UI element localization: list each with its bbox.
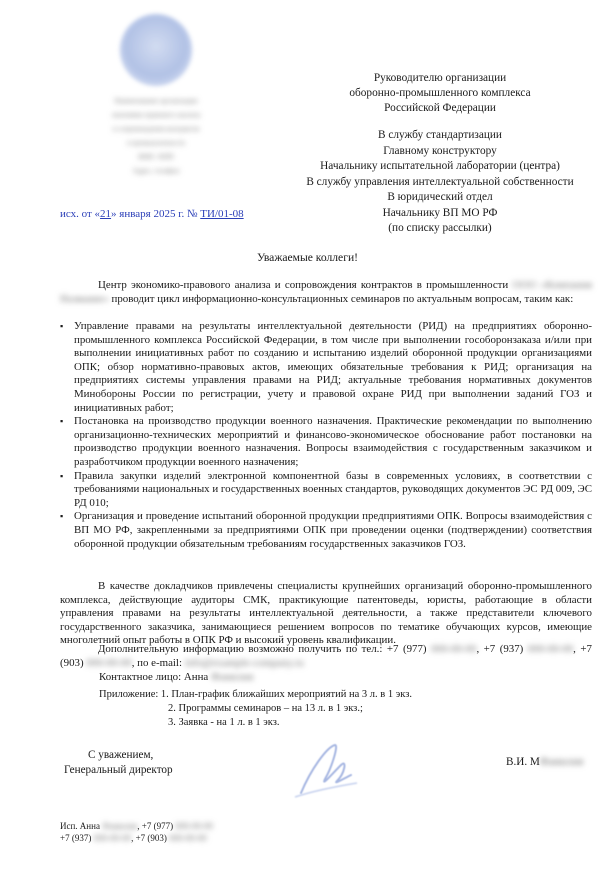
contacts-lead: Дополнительную информацию возможно получить по тел.: +7 (977) [98, 643, 427, 655]
department-line: Начальнику ВП МО РФ [382, 206, 498, 219]
outgoing-day: 21 [100, 208, 112, 220]
attachments [99, 688, 412, 730]
department-list [270, 128, 610, 237]
emblem-icon [120, 14, 192, 86]
outgoing-number: ТИ/01-08 [200, 208, 244, 220]
department-line: Главному конструктору [383, 144, 497, 157]
speakers-paragraph: В качестве докладчиков привлечены специалисты крупнейших организаций оборонно-промышленного комплекса, действующие аудиторы СМК, практикующие патентоведы, юристы, работающие в области управления правами на результаты интеллектуальной деятельности, а также представители ключевого государственного заказчика, занимающиеся решением вопросов по тематике обучающих курсов, имеющие многолетний опыт работы в ОПК РФ и высокий уровень квалификации. [60, 580, 592, 647]
contacts-sep: , +7 (903) [60, 643, 592, 669]
redacted-phone: 000-00-00 [93, 833, 132, 843]
regards: С уважением, [88, 749, 154, 761]
attachment-text: 1. План-график ближайших мероприятий на 3 л. в 1 экз. [160, 689, 412, 700]
list-item: ▪ Правила закупки изделий электронной компонентной базы в современных условиях, в соответствии с требованиями национальных и государственных военных стандартов, руководящих документов ЭС РД 009, ЭС РД 010; [60, 470, 592, 511]
attachment-item: 2. Программы семинаров – на 13 л. в 1 экз.; [168, 703, 363, 714]
redacted-phone: 000-00-00 [175, 821, 213, 831]
attachment-item [99, 688, 412, 702]
executor-phone-prefix: +7 (937) [60, 833, 92, 843]
list-item: ▪ Постановка на производство продукции военного назначения. Практические рекомендации по выполнению организационно-технических мероприятий и финансово-экономическое обоснование работ постановки на производство продукции военного назначения. Вопросы взаимодействия с государственным заказчиком и разработчиком продукции военного назначения; [60, 415, 592, 469]
outgoing-middle: » января 2025 г. № [111, 208, 201, 220]
department-line: В юридический отдел [387, 191, 493, 203]
signature-image [287, 735, 363, 807]
attachments-label: Приложение: [99, 689, 159, 700]
signer-position: Генеральный директор [64, 764, 173, 776]
contacts-sep: , +7 (937) [476, 643, 524, 655]
department-line: (по списку рассылки) [388, 222, 492, 234]
intro-end: проводит цикл информационно-консультационных семинаров по актуальным вопросам, таким как: [111, 292, 574, 305]
list-item: ▪ Организация и проведение испытаний оборонной продукции предприятиями ОПК. Вопросы взаимодействия с ВП МО РФ, закрепленными за предприятиями ОПК при проведении оценки (подтверждении) соответствия оборонной продукции обязательным требованиям государственных заказчиков ГОЗ. [60, 510, 592, 551]
list-item: ▪ Управление правами на результаты интеллектуальной деятельности (РИД) на предприятиях оборонно-промышленного комплекса Российской Федерации, в том числе при выполнении гособоронзаказа и/или при выполнении инициативных работ по созданию и испытанию изделий оборонной продукции организациями ОПК; обзор нормативно-правовых актов, имеющих обязательные требования к РИД; организация на предприятиях системы управления правами на РИД; актуальные требования нормативных документов Минобороны России по регистрации, учету и правовой охране РИД при выполнении заданий ГОЗ и инициативных работ; [60, 320, 592, 415]
letterhead-line: Адрес, телефон [132, 167, 180, 175]
email-label: , по e-mail: [131, 656, 182, 669]
intro-paragraph [60, 279, 592, 306]
redacted-surname: Фамилия [102, 821, 138, 831]
redacted-phone: 000-00-00 [527, 643, 574, 655]
outgoing-reference [60, 208, 244, 220]
letterhead-logo [90, 14, 222, 192]
executor-phone-prefix: , +7 (903) [131, 833, 167, 843]
outgoing-prefix: исх. от « [60, 208, 101, 220]
department-line: В службу управления интеллектуальной собственности [306, 175, 574, 188]
contact-person-label: Контактное лицо: Анна [99, 671, 209, 683]
signer-initials: В.И. М [506, 756, 540, 768]
letterhead-line: Наименование организации [114, 97, 198, 105]
executor-info [60, 820, 213, 844]
contacts-paragraph [60, 643, 592, 670]
executor-line [60, 820, 213, 832]
redacted-phone: 000-00-00 [431, 643, 477, 655]
addressee-line: Руководителю организации [373, 72, 507, 84]
addressee-block [290, 71, 590, 116]
redacted-company: ООО «Компания Название» [60, 279, 592, 305]
redacted-surname: Фамилия [539, 756, 584, 768]
letterhead-line: и сопровождения контрактов [112, 125, 200, 133]
letterhead-line: ИНН / КПП [138, 153, 174, 161]
department-line: Начальнику испытательной лаборатории (центра) [320, 160, 560, 172]
executor-label: Исп. Анна [60, 821, 100, 831]
executor-phone-prefix: , +7 (977) [137, 821, 174, 831]
redacted-phone: 000-00-00 [169, 833, 207, 843]
department-line: В службу стандартизации [378, 129, 502, 141]
topics-list [60, 320, 592, 551]
redacted-phone: 000-00-00 [86, 656, 132, 669]
letterhead-line: в промышленности [127, 139, 185, 147]
addressee-line: оборонно-промышленного комплекса [349, 87, 531, 99]
redacted-email: info@example-company.ru [184, 656, 304, 669]
signer-name [506, 756, 583, 768]
contact-person [99, 671, 253, 683]
addressee-line: Российской Федерации [384, 102, 496, 114]
attachment-item: 3. Заявка - на 1 л. в 1 экз. [168, 717, 280, 728]
executor-line [60, 832, 213, 844]
greeting: Уважаемые коллеги! [256, 251, 359, 264]
redacted-surname: Фамилия [210, 671, 254, 683]
letterhead-line: экономико-правового анализа [111, 111, 201, 119]
intro-start: Центр экономико-правового анализа и сопровождения контрактов в промышленности [98, 279, 509, 291]
closing-block [64, 748, 173, 778]
